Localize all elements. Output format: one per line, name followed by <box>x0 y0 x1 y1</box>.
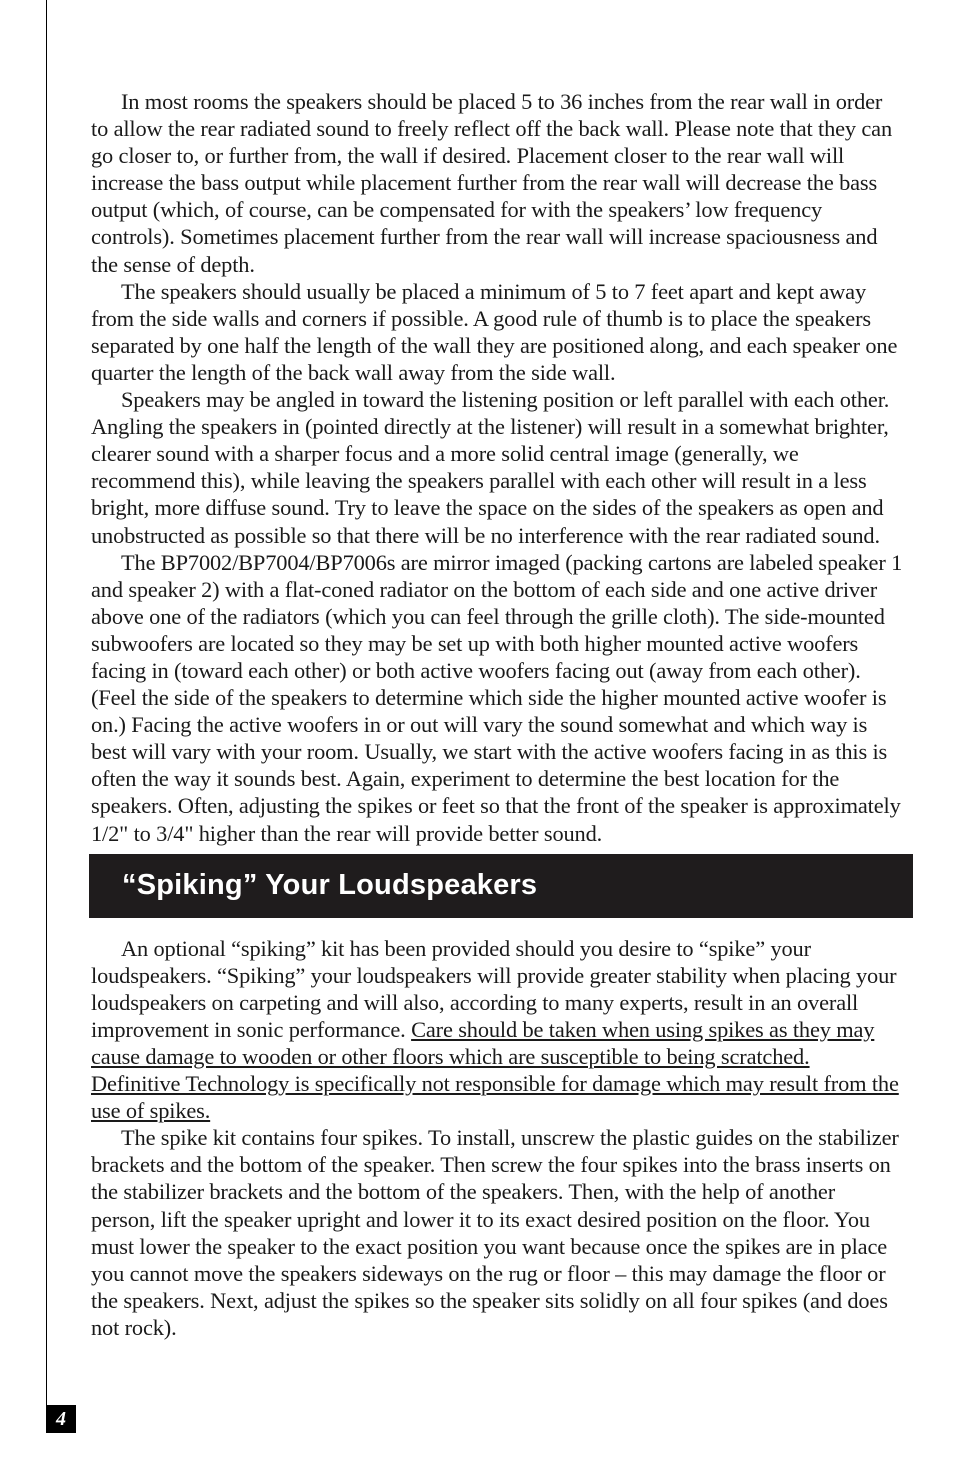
left-margin-rule <box>46 0 47 1405</box>
paragraph-spike-installation: The spike kit contains four spikes. To install, unscrew the plastic guides on the stabilizer brackets and the bottom of the speaker. Then screw the four spikes into the brass inserts on the stabilizer brackets and the bottom of the speakers. Then, with the help of another person, lift the speaker upright and lower it to its exact desired position on the floor. You must lower the speaker to the exact position you want because once the spikes are in place you cannot move the speakers sideways on the rug or floor – this may damage the floor or the speakers. Next, adjust the spikes so the speaker sits solidly on all four spikes (and does not rock). <box>91 1125 899 1340</box>
paragraph-spiking-kit <box>91 935 903 1125</box>
paragraph-rear-wall-placement: In most rooms the speakers should be placed 5 to 36 inches from the rear wall in order to allow the rear radiated sound to freely reflect off the back wall. Please note that they can go closer to, or further from, the wall if desired. Placement closer to the rear wall will increase the bass output while placement further from the rear wall will decrease the bass output (which, of course, can be compensated for with the speakers’ low frequency controls). Sometimes placement further from the rear wall will increase spaciousness and the sense of depth. <box>91 89 893 277</box>
paragraph-speaker-spacing: The speakers should usually be placed a minimum of 5 to 7 feet apart and kept away from the side walls and corners if possible. A good rule of thumb is to place the speakers separated by one half the length of the wall they are positioned along, and each speaker one quarter the length of the back wall away from the side wall. <box>91 278 898 385</box>
spiking-kit-text: An optional “spiking” kit has been provided should you desire to “spike” your loudspeakers. “Spiking” your loudspeakers will provide greater stability when placing your loudspeakers on carpeting and will also, according to many experts, result in an overall improvement in sonic performance. <box>91 935 897 1042</box>
page-number: 4 <box>46 1405 76 1433</box>
paragraph-mirror-imaged-woofers: The BP7002/BP7004/BP7006s are mirror imaged (packing cartons are labeled speaker 1 and speaker 2) with a flat-coned radiator on the bottom of each side and one active driver above one of the radiators (which you can feel through the grille cloth). The side-mounted subwoofers are located so they may be set up with both higher mounted active woofers facing in (toward each other) or both active woofers facing out (away from each other). (Feel the side of the speakers to determine which side the higher mounted active woofer is on.) Facing the active woofers in or out will vary the sound somewhat and which way is best will vary with your room. Usually, we start with the active woofers facing in as this is often the way it sounds best. Again, experiment to determine the best location for the speakers. Often, adjusting the spikes or feet so that the front of the speaker is approximately 1/2" to 3/4" higher than the rear will provide better sound. <box>91 549 903 846</box>
section-heading-spiking: “Spiking” Your Loudspeakers <box>89 854 913 918</box>
paragraph-speaker-angling: Speakers may be angled in toward the listening position or left parallel with each other. Angling the speakers in (pointed directly at the listener) will result in a somewhat brighter, clearer sound with a sharper focus and a more solid central image (generally, we recommend this), while leaving the speakers parallel with each other will result in a less bright, more diffuse sound. Try to leave the space on the sides of the speakers as open and unobstructed as possible so that there will be no interference with the rear radiated sound. <box>91 387 890 548</box>
spike-damage-warning: Care should be taken when using spikes as they may cause damage to wooden or other floors which are susceptible to being scratched. Definitive Technology is specifically not responsible for damage which may result from the use of spikes. <box>91 1016 899 1124</box>
document-body <box>91 88 903 1341</box>
